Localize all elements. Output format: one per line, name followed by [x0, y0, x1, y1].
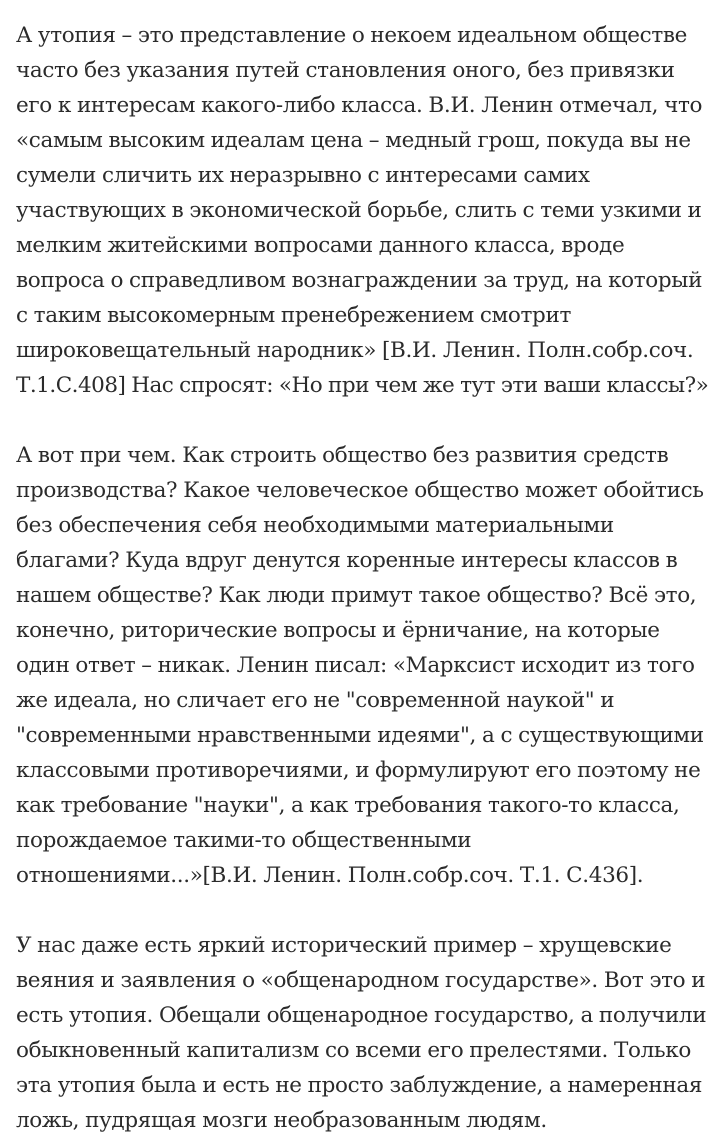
text-line: ложь, пудрящая мозги необразованным людям. — [16, 1108, 547, 1133]
paragraph-utopia-definition — [16, 18, 709, 403]
text-line: с таким высокомерным пренебрежением смотрит — [16, 303, 571, 328]
text-line: конечно, риторические вопросы и ёрничание, на которые — [16, 618, 660, 643]
text-line: Т.1.С.408] Нас спросят: «Но при чем же тут эти ваши классы?» — [16, 373, 709, 398]
text-line: У нас даже есть яркий исторический пример – хрущевские — [16, 933, 672, 958]
text-line: как требование "науки", а как требования такого-то класса, — [16, 793, 680, 818]
text-line: мелким житейскими вопросами данного класса, вроде — [16, 233, 625, 258]
text-line: А вот при чем. Как строить общество без развития средств — [16, 443, 669, 468]
text-line: классовыми противоречиями, и формулируют его поэтому не — [16, 758, 701, 783]
text-line: сумели сличить их неразрывно с интересами самих — [16, 163, 590, 188]
text-line: вопроса о справедливом вознаграждении за труд, на который — [16, 268, 703, 293]
text-line: без обеспечения себя необходимыми материальными — [16, 513, 614, 538]
paragraph-historical-example — [16, 928, 707, 1138]
text-line: его к интересам какого-либо класса. В.И. Ленин отмечал, что — [16, 93, 703, 118]
text-line: широковещательный народник» [В.И. Ленин. Полн.собр.соч. — [16, 338, 694, 363]
text-line: часто без указания путей становления оного, без привязки — [16, 58, 675, 83]
text-line: "современными нравственными идеями", а с существующими — [16, 723, 704, 748]
text-line: порождаемое такими-то общественными — [16, 828, 472, 853]
paragraph-class-interests — [16, 438, 702, 893]
text-line: участвующих в экономической борьбе, слить с теми узкими и — [16, 198, 702, 223]
text-line: эта утопия была и есть не просто заблуждение, а намеренная — [16, 1073, 703, 1098]
text-line: один ответ – никак. Ленин писал: «Марксист исходит из того — [16, 653, 695, 678]
text-line: же идеала, но сличает его не "современной наукой" и — [16, 688, 615, 713]
text-line: «самым высоким идеалам цена – медный грош, покуда вы не — [16, 128, 691, 153]
text-line: обыкновенный капитализм со всеми его прелестями. Только — [16, 1038, 691, 1063]
text-line: производства? Какое человеческое общество может обойтись — [16, 478, 704, 503]
text-line: есть утопия. Обещали общенародное государство, а получили — [16, 1003, 707, 1028]
text-line: нашем обществе? Как люди примут такое общество? Всё это, — [16, 583, 697, 608]
text-line: веяния и заявления о «общенародном государстве». Вот это и — [16, 968, 706, 993]
text-line: отношениями...»[В.И. Ленин. Полн.собр.соч. Т.1. С.436]. — [16, 863, 644, 888]
text-line: благами? Куда вдруг денутся коренные интересы классов в — [16, 548, 678, 573]
text-line: А утопия – это представление о некоем идеальном обществе — [16, 23, 688, 48]
paragraph-spacer — [16, 893, 702, 928]
paragraph-spacer — [16, 403, 702, 438]
